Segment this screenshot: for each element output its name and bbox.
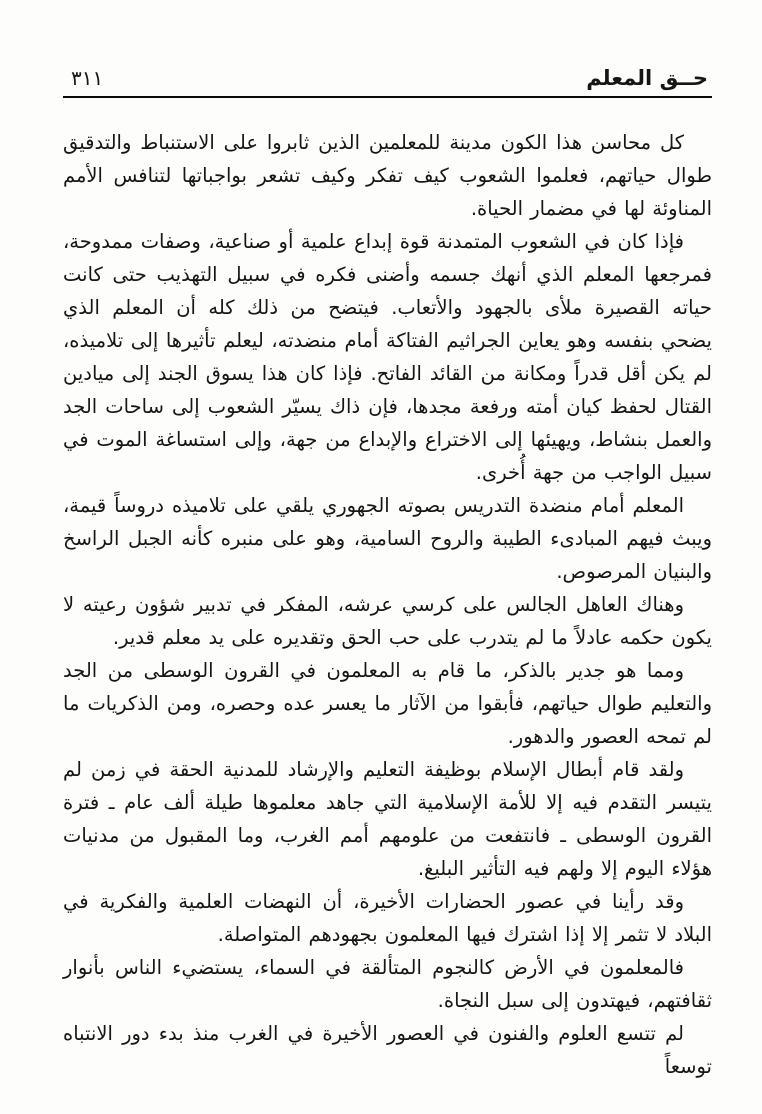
paragraph: وهناك العاهل الجالس على كرسي عرشه، المفكر في تدبير شؤون رعيته لا يكون حكمه عادلاً ما لم يتدرب على حب الحق وتقديره على يد معلم قدير. (63, 593, 712, 649)
paragraph: فالمعلمون في الأرض كالنجوم المتألقة في السماء، يستضيء الناس بأنوار ثقافتهم، فيهتدون إلى سبل النجاة. (63, 956, 712, 1012)
paragraph: ولقد قام أبطال الإسلام بوظيفة التعليم والإرشاد للمدنية الحقة في زمن لم يتيسر التقدم فيه إلا للأمة الإسلامية التي جاهد معلموها طيلة ألف عام ـ فترة القرون الوسطى ـ فانتفعت من علومهم أمم الغرب، وما المقبول من مدنيات هؤلاء اليوم إلا ولهم فيه التأثير البليغ. (63, 758, 712, 880)
page-content (63, 66, 712, 1083)
paragraph: ومما هو جدير بالذكر، ما قام به المعلمون في القرون الوسطى من الجد والتعليم طوال حياتهم، فأبقوا من الآثار ما يعسر عده وحصره، ومن الذكريات ما لم تمحه العصور والدهور. (63, 659, 712, 748)
page-header (63, 66, 712, 96)
page-number: ٣١١ (71, 66, 104, 90)
paragraph: كل محاسن هذا الكون مدينة للمعلمين الذين ثابروا على الاستنباط والتدقيق طوال حياتهم، فعلموا الشعوب كيف تفكر وكيف تشعر بواجباتها لتنافس الأمم المناوئة لها في مضمار الحياة. (63, 131, 712, 220)
page-title: حــق المعلم (586, 66, 708, 90)
body-text (63, 126, 712, 1083)
paragraph: المعلم أمام منضدة التدريس بصوته الجهوري يلقي على تلاميذه دروساً قيمة، ويبث فيهم المبادىء الطيبة والروح السامية، وهو على منبره كأنه الجبل الراسخ والبنيان المرصوص. (63, 494, 712, 583)
paragraph: فإذا كان في الشعوب المتمدنة قوة إبداع علمية أو صناعية، وصفات ممدوحة، فمرجعها المعلم الذي أنهك جسمه وأضنى فكره في سبيل التهذيب حتى كانت حياته القصيرة ملأى بالجهود والأتعاب. فيتضح من ذلك كله أن المعلم الذي يضحي بنفسه وهو يعاين الجراثيم الفتاكة أمام منضدته، ليعلم تأثيرها إلى تلاميذه، لم يكن أقل قدراً ومكانة من القائد الفاتح. فإذا كان هذا يسوق الجند إلى ميادين القتال لحفظ كيان أمته ورفعة مجدها، فإن ذاك يسيّر الشعوب إلى ساحات الجد والعمل بنشاط، ويهيئها إلى الاختراع والإبداع من جهة، وإلى استساغة الموت في سبيل الواجب من جهة أُخرى. (63, 230, 712, 484)
paragraph: وقد رأينا في عصور الحضارات الأخيرة، أن النهضات العلمية والفكرية في البلاد لا تثمر إلا إذا اشترك فيها المعلمون بجهودهم المتواصلة. (63, 890, 712, 946)
header-rule (63, 96, 712, 98)
paragraph: لم تتسع العلوم والفنون في العصور الأخيرة في الغرب منذ بدء دور الانتباه توسعاً (63, 1022, 712, 1078)
